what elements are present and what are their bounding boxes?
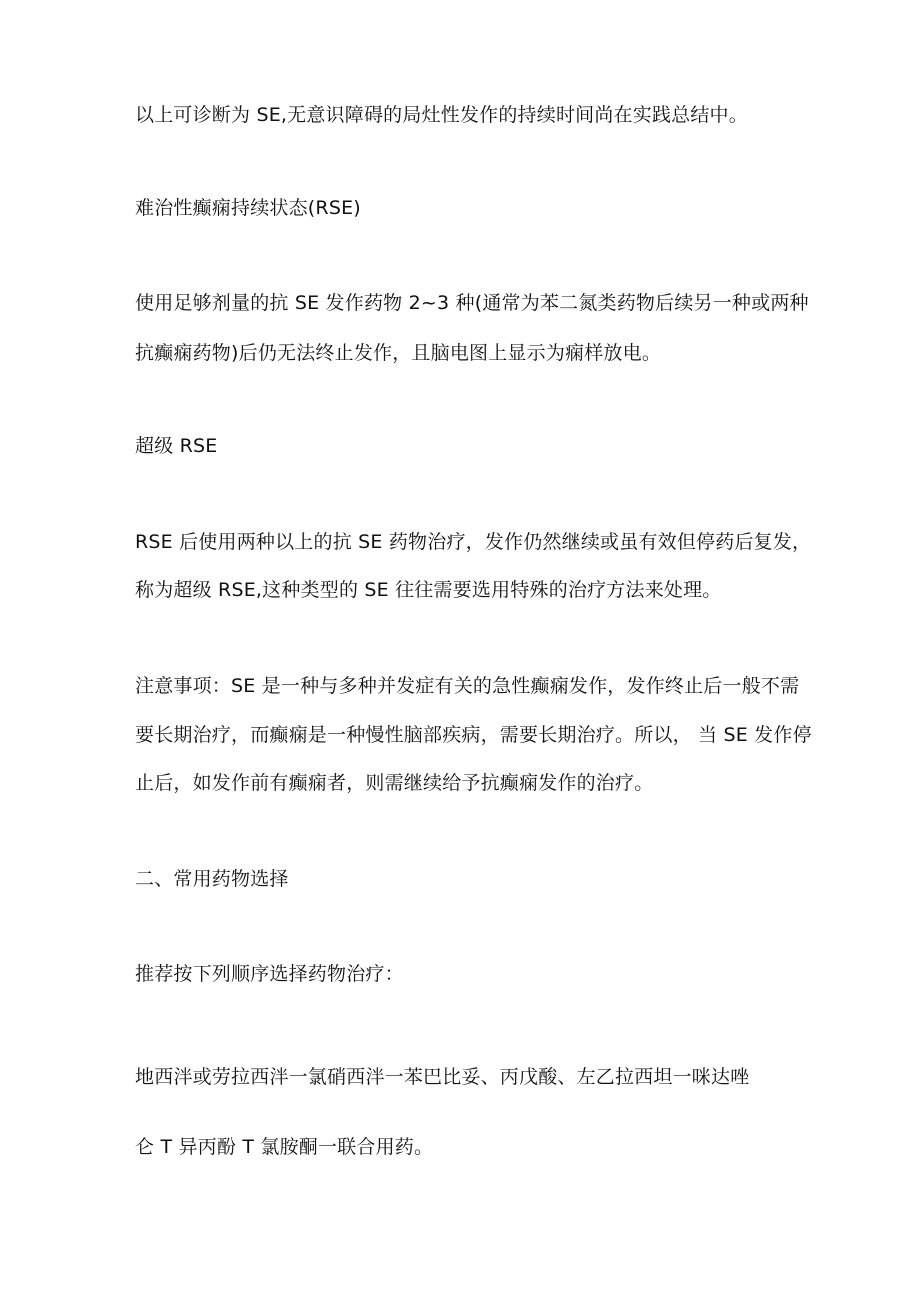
paragraph-rse-definition-line-2: 抗癫痫药物)后仍无法终止发作，且脑电图上显示为痫样放电。 [135, 342, 662, 364]
paragraph-drug-sequence-line-1: 地西泮或劳拉西泮一氯硝西泮一苯巴比妥、丙戊酸、左乙拉西坦一咪达唑 [135, 1066, 750, 1088]
paragraph-recommend-order: 推荐按下列顺序选择药物治疗： [135, 963, 404, 985]
heading-super-rse: 超级 RSE [135, 435, 218, 457]
paragraph-se-diagnosis: 以上可诊断为 SE,无意识障碍的局灶性发作的持续时间尚在实践总结中。 [135, 104, 748, 126]
paragraph-super-rse-line-2: 称为超级 RSE,这种类型的 SE 往往需要选用特殊的治疗方法来处理。 [135, 579, 722, 601]
paragraph-notes-line-1: 注意事项：SE 是一种与多种并发症有关的急性癫痫发作，发作终止后一般不需 [135, 675, 800, 697]
heading-common-drugs: 二、常用药物选择 [135, 868, 289, 890]
paragraph-notes-line-2: 要长期治疗，而癫痫是一种慢性脑部疾病，需要长期治疗。所以， 当 SE 发作停 [135, 724, 812, 746]
paragraph-super-rse-line-1: RSE 后使用两种以上的抗 SE 药物治疗，发作仍然继续或虽有效但停药后复发， [135, 531, 812, 553]
paragraph-drug-sequence-line-2: 仑 T 异丙酚 T 氯胺酮一联合用药。 [135, 1136, 434, 1158]
heading-rse: 难治性癫痫持续状态(RSE) [135, 197, 361, 219]
paragraph-notes-line-3: 止后，如发作前有癫痫者，则需继续给予抗癫痫发作的治疗。 [135, 772, 654, 794]
paragraph-rse-definition-line-1: 使用足够剂量的抗 SE 发作药物 2~3 种(通常为苯二氮类药物后续另一种或两种 [135, 292, 809, 314]
